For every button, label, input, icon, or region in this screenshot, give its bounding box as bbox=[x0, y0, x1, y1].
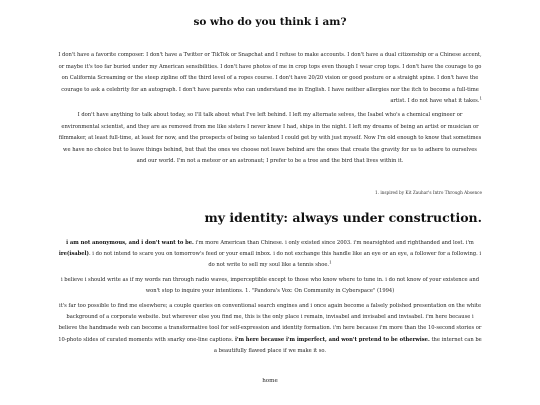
page-title: so who do you think i am? bbox=[193, 16, 347, 28]
section-title: my identity: always under construction. bbox=[204, 210, 482, 225]
identity-text-2: . i do not intend to scare you on tomorrow's feed or your email inbox. i do not exchange this handle like an eye or an eye, a follower for a following. i do not write to sell my soul like a tennis shoe. bbox=[88, 251, 482, 269]
footnote: 1. inspired by Kit Zauhar's Intro Through Absence bbox=[375, 190, 482, 195]
identity-handle: ire(isabel) bbox=[58, 251, 89, 258]
footnote-ref: 1 bbox=[479, 95, 482, 101]
identity-paragraph-3 bbox=[58, 301, 482, 357]
intro-paragraph-1-tail-text: artist. I do not have what it takes. bbox=[390, 98, 480, 105]
identity-footnote-ref: 1 bbox=[329, 259, 332, 265]
identity-paragraph-3-text-b: the internet can be a beautifully flawed place if we make it so. bbox=[213, 336, 482, 354]
identity-paragraph-1 bbox=[58, 238, 482, 272]
identity-text-1: i'm more American than Chinese. i only existed since 2003. i'm nearsighted and righthanded and lost. i'm bbox=[195, 240, 474, 246]
identity-bold-1: i am not anonymous, and i don't want to be. bbox=[66, 240, 194, 246]
identity-paragraph-3-text-a: it's far too possible to find me elsewhere; a couple queries on conventional search engines and i once again become a falsely polished presentation on the white background of a corporate website. but wherever else you find me, this is the only place i remain, invisabel and invisabel and invisabel. i'm here because i believe the handmade web can become a transformative tool for self-expression and identity formation. i'm here because i'm more than the 10-second stories or 10-photo slides of curated moments with snarky one-line captions. bbox=[58, 303, 482, 343]
intro-paragraph-1 bbox=[58, 50, 482, 108]
intro-paragraph-1-text: I don't have a favorite composer. I don't have a Twitter or TikTok or Snapchat and I refuse to make accounts. I don't have a dual citizenship or a Chinese accent, or maybe it's too far buried under my American sensibilities. I don't have photos of me in crop tops even though I wear crop tops. I don't have the courage to go on California Screaming or the steep zipline off the third level of a ropes course. I don't have 20/20 vision or good posture or a straight spine. I don't have the courage to ask a celebrity for an autograph. I don't have parents who can understand me in English. I have neither allergies nor the itch to become a full-time bbox=[58, 52, 482, 93]
home-link[interactable]: home bbox=[262, 378, 278, 384]
intro-paragraph-1-tail bbox=[58, 96, 482, 108]
identity-paragraph-3-bold: i'm here because i'm imperfect, and won't pretend to be otherwise. bbox=[234, 336, 430, 343]
identity-paragraph-2: i believe i should write as if my words ran through radio waves, imperceptible except to those who know where to tune in. i do not know of your existence and won't stop to inquire your intentions. 1. "Pandora's Vox: On Community in Cyberspace" (1994) bbox=[60, 277, 480, 295]
intro-paragraph-2: I don't have anything to talk about today, so I'll talk about what I've left behind. I left my alternate selves, the Isabel who's a chemical engineer or environmental scientist, and they are as removed from me like sisters I never knew I had, ships in the night. I left my dreams of being an artist or musician or filmmaker, at least full-time, at least for now, and the prospects of being so talented I could get by with just myself. Now I'm old enough to know that sometimes we have no choice but to leave things behind, but that the ones we choose not leave behind are the ones that create the gravity for us to adhere to ourselves and our world. I'm not a meteor or an astronaut; I prefer to be a tree and the bird that lives within it. bbox=[58, 112, 482, 165]
